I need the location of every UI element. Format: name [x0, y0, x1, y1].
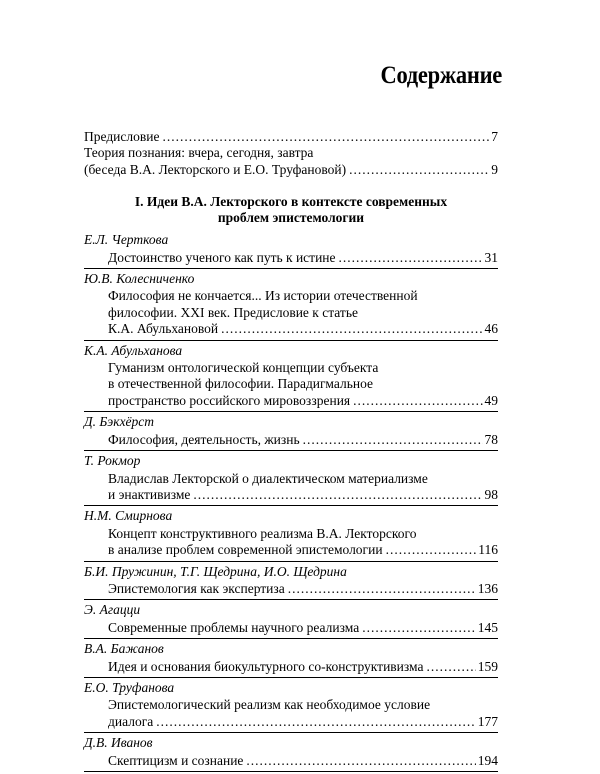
dot-leader	[353, 393, 482, 409]
entry-author: Е.Л. Черткова	[84, 232, 169, 248]
entry-author: К.А. Абульханова	[84, 342, 183, 358]
entry-title-line: пространство российского мировоззрения	[108, 392, 351, 408]
dot-leader	[288, 581, 476, 597]
toc-line	[84, 129, 498, 145]
entry-author: Е.О. Труфанова	[84, 679, 175, 695]
toc-line	[108, 659, 498, 675]
toc-entry	[84, 641, 498, 678]
entry-body	[84, 581, 498, 597]
toc-entry	[84, 680, 498, 733]
entry-title-line: Концепт конструктивного реализма В.А. Лекторского	[108, 525, 417, 541]
entry-body	[84, 753, 498, 769]
toc-line	[84, 162, 498, 178]
dot-leader	[362, 620, 476, 636]
page-number: 31	[484, 249, 498, 265]
entry-author: Т. Рокмор	[84, 453, 141, 469]
dot-leader	[339, 250, 483, 266]
page-number: 46	[484, 321, 498, 337]
toc-line	[108, 393, 498, 409]
toc-entry	[84, 602, 498, 639]
entry-title-line: Эпистемология как экспертиза	[108, 580, 285, 596]
entry-title-line: Современные проблемы научного реализма	[108, 619, 360, 635]
page-number: 78	[484, 431, 498, 447]
toc-line	[108, 753, 498, 769]
toc-line	[108, 620, 498, 636]
entry-author: Н.М. Смирнова	[84, 508, 173, 524]
entry-body	[84, 360, 498, 409]
entry-title-line: философии. XXI век. Предисловие к статье	[108, 304, 358, 320]
page-number: 98	[484, 486, 498, 502]
entry-author: Д. Бэкхёрст	[84, 414, 155, 430]
dot-leader	[427, 659, 476, 675]
dot-leader	[246, 753, 475, 769]
entry-title-line: Эпистемологический реализм как необходимое условие	[108, 697, 431, 713]
dot-leader	[386, 542, 477, 558]
entry-title-line: Теория познания: вчера, сегодня, завтра	[84, 145, 314, 161]
toc-entry	[84, 414, 498, 451]
entry-title-line: Владислав Лекторской о диалектическом материализме	[108, 470, 428, 486]
toc-line	[108, 250, 498, 266]
entry-title-line: Гуманизм онтологической концепции субъекта	[108, 360, 379, 376]
toc-entry	[84, 271, 498, 341]
page-number: 145	[477, 619, 498, 635]
page-number: 49	[484, 392, 498, 408]
entry-title-line: Философия не кончается... Из истории отечественной	[108, 288, 418, 304]
toc-line	[108, 714, 498, 730]
entry-title-line: Философия, деятельность, жизнь	[108, 431, 300, 447]
entry-body	[84, 697, 498, 730]
entry-body	[84, 471, 498, 504]
entry-author: Ю.В. Колесниченко	[84, 271, 195, 287]
entry-title-line: Предисловие	[84, 129, 160, 144]
toc-entry	[84, 735, 498, 772]
dot-leader	[156, 714, 476, 730]
entry-body	[84, 526, 498, 559]
dot-leader	[162, 129, 489, 145]
dot-leader	[221, 321, 482, 337]
entry-title-line: Скептицизм и сознание	[108, 752, 244, 768]
dot-leader	[193, 487, 482, 503]
entry-author: Э. Агацци	[84, 602, 141, 618]
page-number: 194	[477, 752, 498, 768]
section-title-line: I. Идеи В.А. Лекторского в контексте современных	[134, 194, 448, 210]
toc-intro-item	[84, 145, 498, 178]
page-number: 177	[477, 713, 498, 729]
entry-title-line: в отечественной философии. Парадигмальное	[108, 376, 373, 392]
entry-body	[84, 432, 498, 448]
entry-title-line: и энактивизме	[108, 486, 191, 502]
section-title-line: проблем эпистемологии	[217, 210, 365, 226]
entry-title-line: (беседа В.А. Лекторского и Е.О. Труфановой)	[84, 161, 347, 177]
dot-leader	[303, 432, 483, 448]
entry-title-line: К.А. Абульхановой	[108, 321, 219, 337]
page-number: 136	[477, 580, 498, 596]
toc-line	[108, 487, 498, 503]
toc-entry	[84, 232, 498, 269]
toc-intro-item	[84, 129, 498, 145]
page-number: 9	[491, 161, 498, 177]
toc-entry	[84, 564, 498, 601]
entry-author: Д.В. Иванов	[84, 735, 153, 751]
page-number: 159	[477, 658, 498, 674]
toc-entry	[84, 453, 498, 506]
page-number: 116	[478, 542, 498, 558]
toc-line	[108, 542, 498, 558]
section-heading	[84, 194, 498, 226]
toc-entry	[84, 343, 498, 413]
entry-title-line: Достоинство ученого как путь к истине	[108, 249, 336, 265]
entry-author: Б.И. Пружинин, Т.Г. Щедрина, И.О. Щедрина	[84, 563, 347, 579]
entry-author: В.А. Бажанов	[84, 641, 164, 657]
table-of-contents	[84, 129, 498, 774]
entry-body	[84, 250, 498, 266]
entry-body	[84, 288, 498, 337]
page-title: Содержание	[380, 62, 502, 89]
toc-line	[108, 432, 498, 448]
entry-title-line: в анализе проблем современной эпистемологии	[108, 542, 383, 558]
toc-line	[108, 581, 498, 597]
entry-body	[84, 659, 498, 675]
page-number: 7	[491, 129, 498, 144]
toc-entries	[84, 232, 498, 772]
entry-body	[84, 620, 498, 636]
toc-intro	[84, 129, 498, 178]
dot-leader	[349, 162, 489, 178]
entry-title-line: диалога	[108, 713, 154, 729]
entry-title-line: Идея и основания биокультурного со-конструктивизма	[108, 658, 424, 674]
toc-entry	[84, 508, 498, 561]
toc-line	[108, 321, 498, 337]
